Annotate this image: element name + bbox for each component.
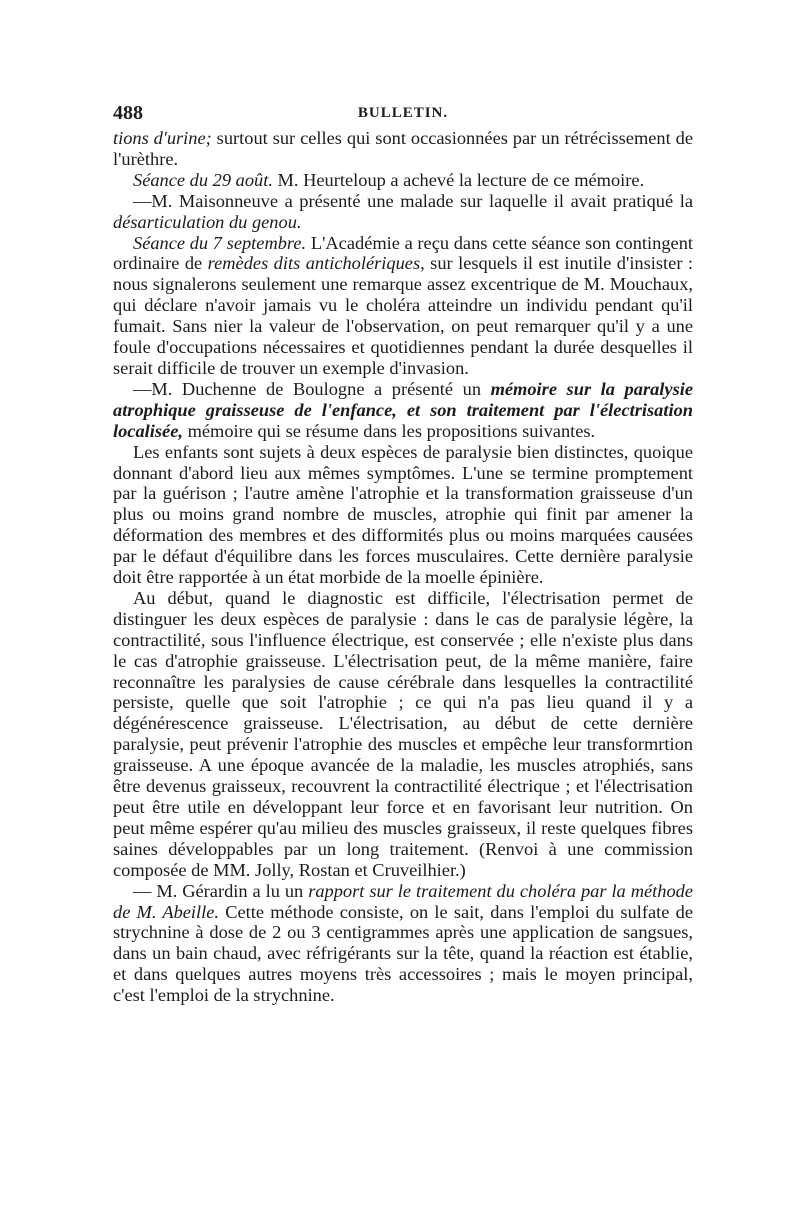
emphasis-segment: Séance du 7 septembre.: [133, 232, 307, 253]
document-page: [113, 98, 693, 1006]
text-segment: Les enfants sont sujets à deux espèces de paralysie bien distinctes, quoique donnant d'abord lieu aux mêmes symptômes. L'une se termine promptement par la guérison ; l'autre amène l'atrophie et la transformation graisseuse d'un plus ou moins grand nombre de muscles, atrophie qui finit par amener la déformation des membres et des difformités plus ou moins marquées causées par le défaut d'équilibre dans les forces musculaires. Cette dernière paralysie doit être rapportée à un état morbide de la moelle épinière.: [113, 441, 693, 588]
paragraph: [113, 233, 693, 379]
emphasis-segment: Séance du 29 août.: [133, 169, 273, 190]
text-segment: —M. Duchenne de Boulogne a présenté un: [133, 378, 491, 399]
page-header: [113, 98, 693, 128]
paragraph: [113, 442, 693, 588]
emphasis-segment: rapport sur le traitement du choléra par la méthode de M. Abeille.: [113, 880, 693, 922]
page-number: 488: [113, 102, 143, 124]
text-segment: — M. Gérardin a lu un: [133, 880, 309, 901]
text-segment: M. Heurteloup a achevé la lecture de ce mémoire.: [272, 169, 645, 190]
paragraph: [113, 379, 693, 442]
paragraph: [113, 881, 693, 1006]
emphasis-segment: désarticulation du genou.: [113, 211, 302, 232]
text-segment: sur lesquels il est inutile d'insister : nous signalerons seulement une remarque assez excentrique de M. Mouchaux, qui déclare n'avoir jamais vu le choléra atteindre un individu pendant qu'il fumait. Sans nier la valeur de l'observation, on peut remarquer qu'il y a une foule d'occupations nécessaires et quotidiennes pendant la durée desquelles il serait difficile de trouver un exemple d'invasion.: [113, 253, 694, 378]
text-segment: mémoire qui se résume dans les propositions suivantes.: [182, 420, 596, 441]
body-text: [113, 128, 693, 1006]
text-segment: L'Académie a reçu dans cette séance son contingent ordinaire de: [113, 232, 694, 274]
emphasis-segment: remèdes dits anticholériques,: [207, 253, 425, 274]
paragraph: [113, 128, 693, 170]
text-segment: surtout sur celles qui sont occasionnées par un rétrécissement de l'urèthre.: [113, 128, 694, 169]
text-segment: Au début, quand le diagnostic est difficile, l'électrisation permet de distinguer les deux espèces de paralysie : dans le cas de paralysie légère, la contractilité, sous l'influence électrique, est conservée ; elle n'existe plus dans le cas d'atrophie graisseuse. L'électrisation peut, de la même manière, faire reconnaître les paralysies de cause cérébrale dans lesquelles la contractilité persiste, quelle que soit l'atrophie ; ce qui n'a pas lieu quand il y a dégénérescence graisseuse. L'électrisation, au début de cette dernière paralysie, peut prévenir l'atrophie des muscles et empêche leur transformrtion graisseuse. A une époque avancée de la maladie, les muscles atrophiés, sans être devenus graisseux, recouvrent la contractilité électrique ; et l'électrisation peut être utile en développant leur force et en favorisant leur nutrition. On peut même espérer qu'au milieu des muscles graisseux, il reste quelques fibres saines développables par un long traitement. (Renvoi à une commission composée de MM. Jolly, Rostan et Cruveilhier.): [113, 587, 693, 880]
text-segment: —M. Maisonneuve a présenté une malade sur laquelle il avait pratiqué la: [133, 190, 693, 211]
paragraph: [113, 170, 693, 191]
emphasis-segment: tions d'urine;: [113, 128, 212, 148]
paragraph: [113, 588, 693, 881]
paragraph: [113, 191, 693, 233]
text-segment: Cette méthode consiste, on le sait, dans l'emploi du sulfate de strychnine à dose de 2 ou 3 centigrammes après une application de sangsues, dans un bain chaud, avec réfrigérants sur la tête, quand la réaction est établie, et dans quelques autres moyens très accessoires ; mais le moyen principal, c'est l'emploi de la strychnine.: [113, 901, 693, 1006]
running-title: BULLETIN.: [357, 105, 449, 121]
emphasis-segment: mémoire sur la paralysie atrophique graisseuse de l'enfance, et son traitement par l'électrisation localisée,: [113, 378, 693, 441]
